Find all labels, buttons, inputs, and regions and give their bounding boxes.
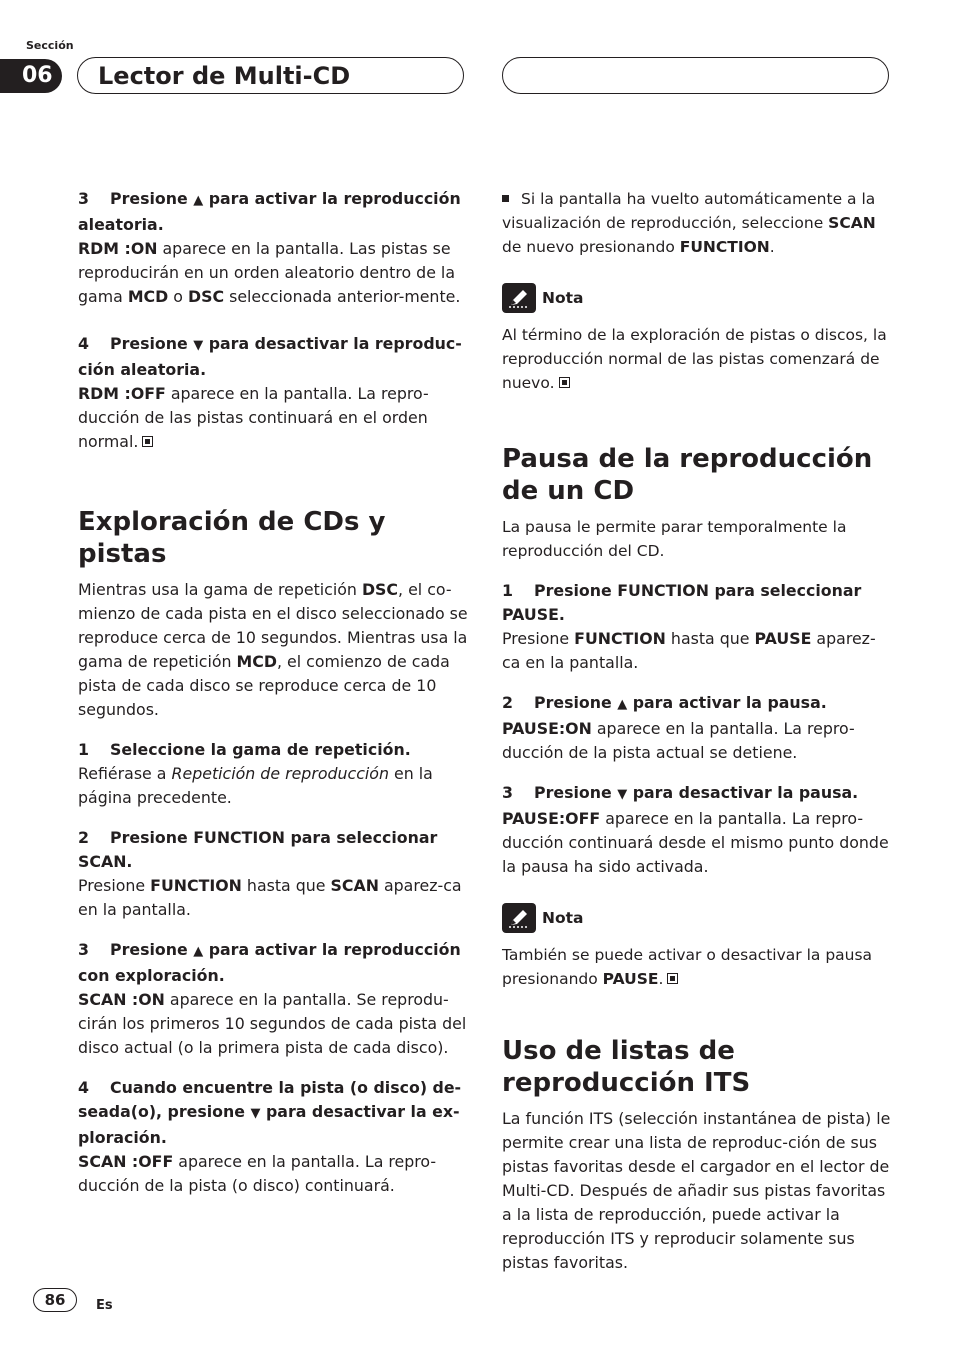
note-label: Nota: [542, 289, 584, 307]
up-arrow-icon: ▲: [193, 944, 204, 959]
up-arrow-icon: ▲: [193, 193, 204, 208]
left-column: [78, 187, 470, 1198]
note-header: [502, 903, 894, 933]
paragraph: La función ITS (selección instantánea de pista) le permite crear una lista de reproduc-ción de sus pistas favoritas desde el cargador en el lector de Multi-CD. Después de añadir sus pistas favoritas a la lista de reproducción, puede activar la reproducción ITS y reproducir solamente sus pistas favoritas.: [502, 1109, 891, 1272]
end-mark-icon: [142, 436, 153, 447]
step-body: SCAN :OFF aparece en la pantalla. La repro-ducción de la pista (o disco) continuará.: [78, 1152, 437, 1195]
step-body: RDM :ON aparece en la pantalla. Las pistas se reproducirán en un orden aleatorio dentro de la gama MCD o DSC seleccionada anterior-mente.: [78, 239, 461, 306]
step-body: Presione FUNCTION hasta que PAUSE aparez-ca en la pantalla.: [502, 629, 876, 672]
step-body: PAUSE:ON aparece en la pantalla. La repro-ducción de la pista actual se detiene.: [502, 719, 855, 762]
bullet-paragraph: Si la pantalla ha vuelto automáticamente a la visualización de reproducción, seleccione SCAN de nuevo presionando FUNCTION.: [502, 190, 876, 256]
step-heading: 3 Presione ▲ para activar la reproducción con exploración.: [78, 940, 461, 985]
step-heading: 4 Presione ▼ para desactivar la reproduc-ción aleatoria.: [78, 334, 462, 379]
section-label: Sección: [26, 39, 74, 52]
note-text: Al término de la exploración de pistas o discos, la reproducción normal de las pistas comenzará de nuevo.: [502, 326, 887, 392]
note-label: Nota: [542, 909, 584, 927]
step-heading: 2 Presione FUNCTION para seleccionar SCAN.: [78, 828, 438, 871]
end-mark-icon: [667, 973, 678, 984]
section-heading-its: Uso de listas de reproducción ITS: [502, 1036, 751, 1098]
section-heading-pausa: Pausa de la reproducción de un CD: [502, 444, 873, 506]
step-body: Refiérase a Repetición de reproducción en la página precedente.: [78, 764, 433, 807]
step-heading: 3 Presione ▲ para activar la reproducción aleatoria.: [78, 189, 461, 234]
step-heading: 1 Seleccione la gama de repetición.: [78, 740, 411, 759]
down-arrow-icon: ▼: [193, 338, 204, 353]
paragraph: La pausa le permite parar temporalmente la reproducción del CD.: [502, 518, 847, 560]
chapter-title-frame: [77, 57, 464, 94]
end-mark-icon: [559, 377, 570, 388]
down-arrow-icon: ▼: [250, 1106, 261, 1121]
right-column: [502, 187, 894, 1275]
step-heading: 1 Presione FUNCTION para seleccionar PAUSE.: [502, 581, 862, 624]
chapter-title: Lector de Multi-CD: [98, 62, 351, 90]
pencil-note-icon: [502, 283, 536, 313]
step-body: SCAN :ON aparece en la pantalla. Se reprodu-cirán los primeros 10 segundos de cada pista del disco actual (o la primera pista de cada disco).: [78, 990, 467, 1057]
up-arrow-icon: ▲: [617, 697, 628, 712]
note-header: [502, 283, 894, 313]
note-text: También se puede activar o desactivar la pausa presionando PAUSE.: [502, 946, 873, 988]
step-heading: 3 Presione ▼ para desactivar la pausa.: [502, 783, 859, 802]
down-arrow-icon: ▼: [617, 787, 628, 802]
step-body: PAUSE:OFF aparece en la pantalla. La repro-ducción continuará desde el mismo punto donde la pausa ha sido activada.: [502, 809, 889, 876]
page-number: 86: [33, 1288, 77, 1312]
paragraph: Mientras usa la gama de repetición DSC, el co-mienzo de cada pista en el disco seleccionado se reproduce cerca de 10 segundos. Mientras usa la gama de repetición MCD, el comienzo de cada pista de cada disco se reproduce cerca de 10 segundos.: [78, 580, 468, 719]
step-heading: 4 Cuando encuentre la pista (o disco) de-seada(o), presione ▼ para desactivar la ex-ploración.: [78, 1078, 462, 1147]
section-number-badge: 06: [0, 59, 62, 93]
empty-header-frame: [502, 57, 889, 94]
step-body: Presione FUNCTION hasta que SCAN aparez-ca en la pantalla.: [78, 876, 462, 919]
section-heading-exploracion: Exploración de CDs y pistas: [78, 507, 386, 569]
step-heading: 2 Presione ▲ para activar la pausa.: [502, 693, 827, 712]
bullet-icon: [502, 195, 509, 202]
step-body: RDM :OFF aparece en la pantalla. La repro-ducción de las pistas continuará en el orden normal.: [78, 384, 429, 451]
pencil-note-icon: [502, 903, 536, 933]
language-code: Es: [96, 1298, 113, 1313]
